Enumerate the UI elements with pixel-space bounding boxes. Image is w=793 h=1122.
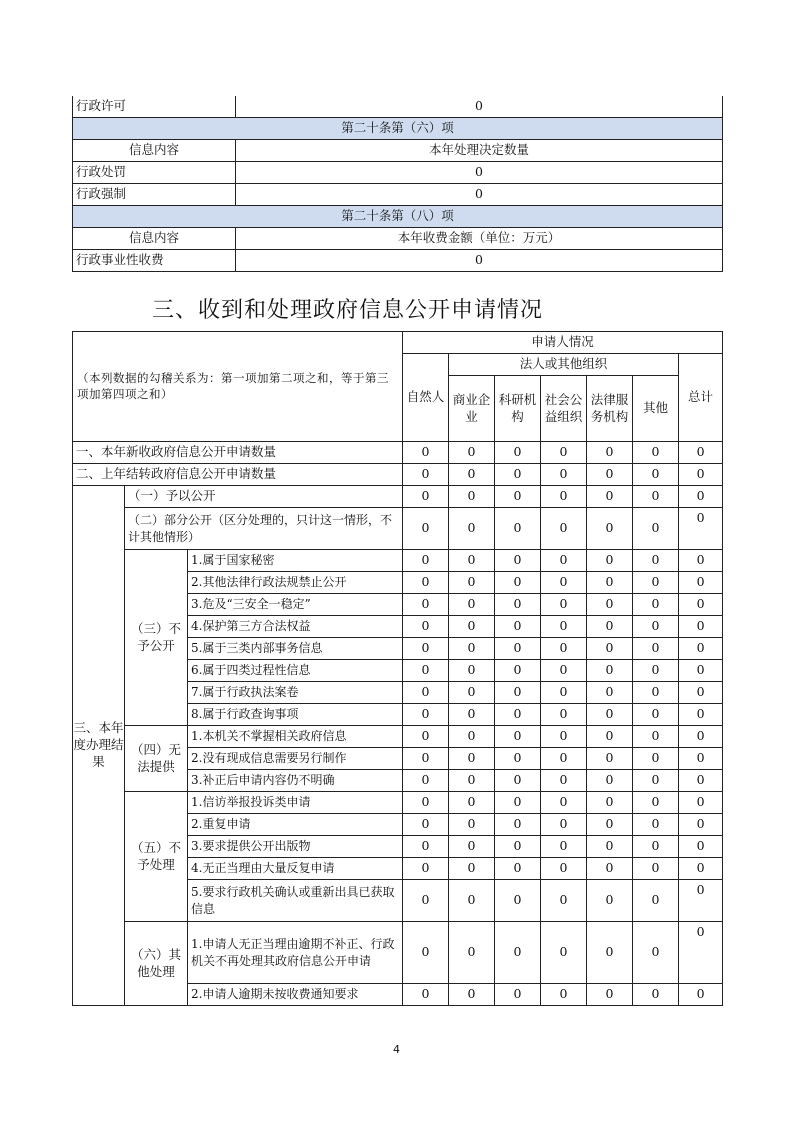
value-cell: 0 (633, 922, 679, 984)
value-cell: 0 (633, 792, 679, 814)
value-cell: 0 (679, 748, 723, 770)
value-cell: 0 (449, 550, 495, 572)
total-header: 总计 (679, 354, 723, 442)
value-cell: 0 (633, 638, 679, 660)
value-cell: 0 (403, 770, 449, 792)
value-cell: 0 (541, 984, 587, 1006)
value-cell: 0 (633, 572, 679, 594)
value-cell: 0 (495, 508, 541, 550)
item-label: 4.保护第三方合法权益 (188, 616, 403, 638)
value-cell: 0 (403, 792, 449, 814)
value-cell: 0 (449, 880, 495, 922)
row-label: 行政事业性收费 (73, 250, 236, 272)
value-cell: 0 (495, 836, 541, 858)
value-cell: 0 (403, 814, 449, 836)
org-col-header: 社会公益组织 (541, 376, 587, 442)
value-cell: 0 (587, 508, 633, 550)
value-cell: 0 (495, 616, 541, 638)
value-cell: 0 (541, 550, 587, 572)
value-cell: 0 (403, 550, 449, 572)
value-cell: 0 (679, 858, 723, 880)
row-value: 0 (236, 96, 723, 118)
value-cell: 0 (679, 682, 723, 704)
value-cell: 0 (403, 726, 449, 748)
value-cell: 0 (449, 836, 495, 858)
value-cell: 0 (495, 682, 541, 704)
column-header: 本年收费金额（单位：万元） (236, 228, 723, 250)
value-cell: 0 (587, 660, 633, 682)
value-cell: 0 (541, 726, 587, 748)
column-header: 本年处理决定数量 (236, 140, 723, 162)
value-cell: 0 (449, 638, 495, 660)
row-label: 行政处罚 (73, 162, 236, 184)
value-cell: 0 (495, 880, 541, 922)
value-cell: 0 (449, 464, 495, 486)
value-cell: 0 (449, 984, 495, 1006)
org-col-header: 商业企业 (449, 376, 495, 442)
value-cell: 0 (633, 748, 679, 770)
value-cell: 0 (679, 984, 723, 1006)
value-cell: 0 (679, 616, 723, 638)
value-cell: 0 (541, 464, 587, 486)
item-label: 3.补正后申请内容仍不明确 (188, 770, 403, 792)
value-cell: 0 (679, 660, 723, 682)
section-title: 三、收到和处理政府信息公开申请情况 (152, 298, 544, 323)
value-cell: 0 (449, 616, 495, 638)
column-header: 信息内容 (73, 228, 236, 250)
row-value: 0 (236, 162, 723, 184)
value-cell: 0 (587, 550, 633, 572)
value-cell: 0 (587, 704, 633, 726)
value-cell: 0 (449, 858, 495, 880)
value-cell: 0 (495, 594, 541, 616)
application-table (72, 331, 723, 1006)
value-cell: 0 (403, 464, 449, 486)
value-cell: 0 (403, 638, 449, 660)
value-cell: 0 (449, 748, 495, 770)
subgroup-label: （五）不予处理 (125, 792, 188, 922)
value-cell: 0 (403, 858, 449, 880)
value-cell: 0 (495, 638, 541, 660)
value-cell: 0 (541, 660, 587, 682)
value-cell: 0 (449, 704, 495, 726)
item-label: 7.属于行政执法案卷 (188, 682, 403, 704)
value-cell: 0 (633, 442, 679, 464)
applicant-header: 申请人情况 (403, 332, 723, 354)
value-cell: 0 (633, 660, 679, 682)
value-cell: 0 (449, 726, 495, 748)
item-label: 2.申请人逾期未按收费通知要求 (188, 984, 403, 1006)
item-label: 1.申请人无正当理由逾期不补正、行政机关不再处理其政府信息公开申请 (188, 922, 403, 984)
natural-person-header: 自然人 (403, 354, 449, 442)
value-cell: 0 (679, 792, 723, 814)
value-cell: 0 (495, 748, 541, 770)
value-cell: 0 (449, 508, 495, 550)
value-cell: 0 (679, 770, 723, 792)
item-label: 3.危及“三安全一稳定” (188, 594, 403, 616)
value-cell: 0 (633, 550, 679, 572)
value-cell: 0 (541, 486, 587, 508)
row-label: （一）予以公开 (125, 486, 403, 508)
value-cell: 0 (541, 638, 587, 660)
row-value: 0 (236, 250, 723, 272)
value-cell: 0 (679, 726, 723, 748)
note-cell: （本列数据的勾稽关系为：第一项加第二项之和，等于第三项加第四项之和） (73, 332, 403, 442)
page-number: 4 (393, 1043, 400, 1056)
value-cell: 0 (495, 922, 541, 984)
row-label: 一、本年新收政府信息公开申请数量 (73, 442, 403, 464)
value-cell: 0 (403, 922, 449, 984)
item-label: 5.要求行政机关确认或重新出具已获取信息 (188, 880, 403, 922)
value-cell: 0 (587, 814, 633, 836)
value-cell: 0 (403, 682, 449, 704)
row-label: 行政许可 (73, 96, 236, 118)
section-header: 第二十条第（六）项 (73, 118, 723, 140)
value-cell: 0 (633, 616, 679, 638)
value-cell: 0 (541, 858, 587, 880)
value-cell: 0 (679, 508, 723, 550)
value-cell: 0 (449, 792, 495, 814)
value-cell: 0 (633, 814, 679, 836)
value-cell: 0 (587, 792, 633, 814)
value-cell: 0 (633, 704, 679, 726)
value-cell: 0 (495, 814, 541, 836)
value-cell: 0 (541, 922, 587, 984)
subgroup-label: （六）其他处理 (125, 922, 188, 1006)
value-cell: 0 (633, 726, 679, 748)
subgroup-label: （四）无法提供 (125, 726, 188, 792)
subgroup-label: （三）不予公开 (125, 550, 188, 726)
value-cell: 0 (449, 442, 495, 464)
item-label: 5.属于三类内部事务信息 (188, 638, 403, 660)
value-cell: 0 (403, 748, 449, 770)
value-cell: 0 (541, 836, 587, 858)
item-label: 8.属于行政查询事项 (188, 704, 403, 726)
value-cell: 0 (403, 984, 449, 1006)
value-cell: 0 (495, 442, 541, 464)
value-cell: 0 (541, 594, 587, 616)
value-cell: 0 (679, 486, 723, 508)
row-value: 0 (236, 184, 723, 206)
row-label: 二、上年结转政府信息公开申请数量 (73, 464, 403, 486)
value-cell: 0 (403, 508, 449, 550)
value-cell: 0 (587, 486, 633, 508)
value-cell: 0 (633, 486, 679, 508)
value-cell: 0 (587, 572, 633, 594)
value-cell: 0 (449, 660, 495, 682)
item-label: 1.属于国家秘密 (188, 550, 403, 572)
value-cell: 0 (403, 572, 449, 594)
value-cell: 0 (541, 682, 587, 704)
value-cell: 0 (587, 770, 633, 792)
section-header: 第二十条第（八）项 (73, 206, 723, 228)
value-cell: 0 (449, 770, 495, 792)
value-cell: 0 (541, 770, 587, 792)
value-cell: 0 (541, 748, 587, 770)
value-cell: 0 (403, 442, 449, 464)
value-cell: 0 (403, 486, 449, 508)
value-cell: 0 (633, 770, 679, 792)
value-cell: 0 (403, 880, 449, 922)
value-cell: 0 (449, 682, 495, 704)
value-cell: 0 (587, 682, 633, 704)
value-cell: 0 (495, 726, 541, 748)
value-cell: 0 (541, 814, 587, 836)
org-header: 法人或其他组织 (449, 354, 679, 376)
value-cell: 0 (587, 984, 633, 1006)
value-cell: 0 (541, 508, 587, 550)
value-cell: 0 (587, 594, 633, 616)
group-label: 三、本年度办理结果 (73, 486, 125, 1006)
item-label: 2.重复申请 (188, 814, 403, 836)
value-cell: 0 (495, 464, 541, 486)
value-cell: 0 (495, 486, 541, 508)
value-cell: 0 (541, 616, 587, 638)
value-cell: 0 (633, 880, 679, 922)
value-cell: 0 (541, 880, 587, 922)
value-cell: 0 (587, 464, 633, 486)
value-cell: 0 (587, 442, 633, 464)
org-col-header: 法律服务机构 (587, 376, 633, 442)
value-cell: 0 (403, 660, 449, 682)
value-cell: 0 (679, 704, 723, 726)
item-label: 2.其他法律行政法规禁止公开 (188, 572, 403, 594)
item-label: 1.信访举报投诉类申请 (188, 792, 403, 814)
org-col-header: 其他 (633, 376, 679, 442)
value-cell: 0 (633, 682, 679, 704)
item-label: 6.属于四类过程性信息 (188, 660, 403, 682)
value-cell: 0 (633, 836, 679, 858)
row-label: （二）部分公开（区分处理的，只计这一情形，不计其他情形） (125, 508, 403, 550)
value-cell: 0 (541, 704, 587, 726)
value-cell: 0 (633, 984, 679, 1006)
value-cell: 0 (587, 858, 633, 880)
value-cell: 0 (587, 638, 633, 660)
item-label: 2.没有现成信息需要另行制作 (188, 748, 403, 770)
value-cell: 0 (495, 704, 541, 726)
value-cell: 0 (541, 572, 587, 594)
item-label: 3.要求提供公开出版物 (188, 836, 403, 858)
value-cell: 0 (587, 726, 633, 748)
value-cell: 0 (495, 572, 541, 594)
value-cell: 0 (449, 572, 495, 594)
value-cell: 0 (633, 594, 679, 616)
row-label: 行政强制 (73, 184, 236, 206)
value-cell: 0 (679, 594, 723, 616)
value-cell: 0 (403, 704, 449, 726)
value-cell: 0 (679, 880, 723, 922)
value-cell: 0 (587, 922, 633, 984)
value-cell: 0 (679, 814, 723, 836)
value-cell: 0 (495, 858, 541, 880)
value-cell: 0 (449, 594, 495, 616)
column-header: 信息内容 (73, 140, 236, 162)
value-cell: 0 (679, 922, 723, 984)
value-cell: 0 (679, 638, 723, 660)
value-cell: 0 (679, 550, 723, 572)
value-cell: 0 (541, 442, 587, 464)
value-cell: 0 (495, 770, 541, 792)
value-cell: 0 (495, 660, 541, 682)
value-cell: 0 (679, 464, 723, 486)
value-cell: 0 (587, 748, 633, 770)
item-label: 1.本机关不掌握相关政府信息 (188, 726, 403, 748)
value-cell: 0 (449, 814, 495, 836)
value-cell: 0 (587, 616, 633, 638)
value-cell: 0 (449, 922, 495, 984)
value-cell: 0 (587, 880, 633, 922)
value-cell: 0 (495, 550, 541, 572)
value-cell: 0 (633, 858, 679, 880)
value-cell: 0 (679, 836, 723, 858)
value-cell: 0 (679, 572, 723, 594)
value-cell: 0 (679, 442, 723, 464)
value-cell: 0 (449, 486, 495, 508)
value-cell: 0 (633, 464, 679, 486)
value-cell: 0 (403, 836, 449, 858)
value-cell: 0 (495, 792, 541, 814)
value-cell: 0 (541, 792, 587, 814)
value-cell: 0 (587, 836, 633, 858)
value-cell: 0 (403, 616, 449, 638)
org-col-header: 科研机构 (495, 376, 541, 442)
value-cell: 0 (495, 984, 541, 1006)
value-cell: 0 (633, 508, 679, 550)
item-label: 4.无正当理由大量反复申请 (188, 858, 403, 880)
value-cell: 0 (403, 594, 449, 616)
upper-table (72, 96, 723, 272)
